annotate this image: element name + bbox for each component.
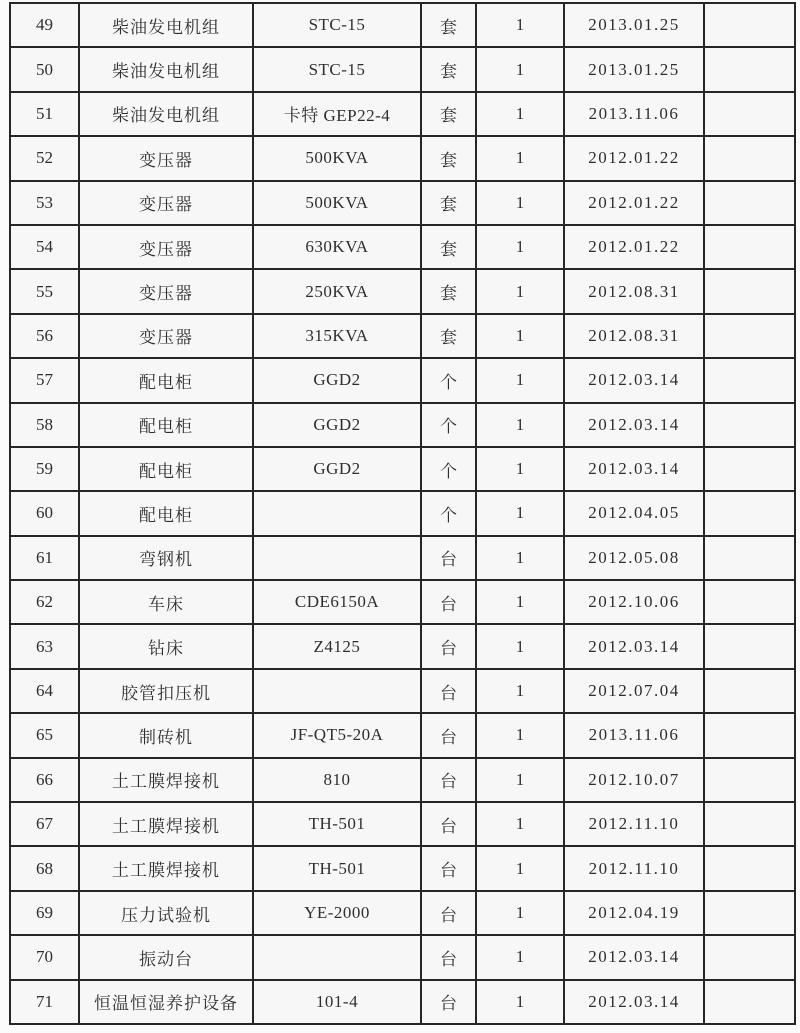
cell-quantity: 1 — [476, 713, 564, 757]
cell-number: 64 — [10, 669, 79, 713]
table-row — [10, 891, 795, 935]
cell-quantity: 1 — [476, 669, 564, 713]
cell-date: 2012.08.31 — [564, 269, 704, 313]
cell-name: 变压器 — [79, 314, 253, 358]
table-row — [10, 181, 795, 225]
cell-number: 71 — [10, 980, 79, 1024]
cell-number: 70 — [10, 935, 79, 979]
cell-model — [253, 935, 421, 979]
cell-quantity: 1 — [476, 403, 564, 447]
cell-date: 2012.07.04 — [564, 669, 704, 713]
cell-name: 配电柜 — [79, 447, 253, 491]
cell-number: 53 — [10, 181, 79, 225]
cell-model: 250KVA — [253, 269, 421, 313]
cell-model: Z4125 — [253, 624, 421, 668]
table-row — [10, 980, 795, 1024]
cell-model: 卡特 GEP22-4 — [253, 92, 421, 136]
cell-date: 2012.10.07 — [564, 758, 704, 802]
cell-number: 50 — [10, 47, 79, 91]
cell-quantity: 1 — [476, 980, 564, 1024]
cell-name: 柴油发电机组 — [79, 92, 253, 136]
cell-unit: 套 — [421, 181, 476, 225]
cell-name: 变压器 — [79, 136, 253, 180]
cell-number: 56 — [10, 314, 79, 358]
cell-model: TH-501 — [253, 846, 421, 890]
cell-quantity: 1 — [476, 935, 564, 979]
cell-date: 2012.10.06 — [564, 580, 704, 624]
cell-quantity: 1 — [476, 580, 564, 624]
cell-unit: 个 — [421, 403, 476, 447]
table-row — [10, 802, 795, 846]
cell-remark — [704, 403, 795, 447]
cell-model: STC-15 — [253, 47, 421, 91]
cell-quantity: 1 — [476, 846, 564, 890]
cell-unit: 套 — [421, 225, 476, 269]
table-row — [10, 314, 795, 358]
cell-model: TH-501 — [253, 802, 421, 846]
cell-date: 2012.03.14 — [564, 403, 704, 447]
cell-date: 2012.04.19 — [564, 891, 704, 935]
cell-number: 52 — [10, 136, 79, 180]
cell-remark — [704, 846, 795, 890]
cell-model — [253, 669, 421, 713]
cell-number: 68 — [10, 846, 79, 890]
cell-name: 变压器 — [79, 225, 253, 269]
cell-date: 2012.01.22 — [564, 136, 704, 180]
cell-remark — [704, 669, 795, 713]
cell-model: JF-QT5-20A — [253, 713, 421, 757]
cell-unit: 台 — [421, 669, 476, 713]
equipment-table — [9, 2, 796, 1025]
cell-name: 配电柜 — [79, 403, 253, 447]
cell-unit: 套 — [421, 136, 476, 180]
cell-number: 54 — [10, 225, 79, 269]
cell-quantity: 1 — [476, 314, 564, 358]
cell-name: 变压器 — [79, 181, 253, 225]
cell-model — [253, 536, 421, 580]
table-row — [10, 358, 795, 402]
cell-remark — [704, 92, 795, 136]
cell-remark — [704, 314, 795, 358]
cell-remark — [704, 447, 795, 491]
cell-number: 65 — [10, 713, 79, 757]
cell-number: 58 — [10, 403, 79, 447]
cell-quantity: 1 — [476, 491, 564, 535]
cell-quantity: 1 — [476, 624, 564, 668]
cell-unit: 台 — [421, 980, 476, 1024]
table-row — [10, 624, 795, 668]
cell-date: 2012.05.08 — [564, 536, 704, 580]
cell-unit: 台 — [421, 536, 476, 580]
cell-remark — [704, 136, 795, 180]
cell-number: 60 — [10, 491, 79, 535]
cell-remark — [704, 225, 795, 269]
cell-model: GGD2 — [253, 447, 421, 491]
cell-name: 振动台 — [79, 935, 253, 979]
cell-unit: 套 — [421, 269, 476, 313]
cell-quantity: 1 — [476, 447, 564, 491]
table-row — [10, 47, 795, 91]
cell-date: 2012.03.14 — [564, 358, 704, 402]
cell-remark — [704, 580, 795, 624]
cell-name: 制砖机 — [79, 713, 253, 757]
cell-number: 61 — [10, 536, 79, 580]
cell-number: 57 — [10, 358, 79, 402]
cell-quantity: 1 — [476, 92, 564, 136]
cell-name: 变压器 — [79, 269, 253, 313]
equipment-table-body — [10, 3, 795, 1024]
cell-number: 51 — [10, 92, 79, 136]
table-row — [10, 669, 795, 713]
cell-unit: 套 — [421, 314, 476, 358]
cell-name: 土工膜焊接机 — [79, 802, 253, 846]
table-row — [10, 225, 795, 269]
cell-remark — [704, 624, 795, 668]
table-row — [10, 447, 795, 491]
cell-number: 55 — [10, 269, 79, 313]
cell-remark — [704, 980, 795, 1024]
cell-date: 2012.03.14 — [564, 980, 704, 1024]
cell-model: 500KVA — [253, 136, 421, 180]
cell-quantity: 1 — [476, 3, 564, 47]
cell-model — [253, 491, 421, 535]
cell-date: 2012.08.31 — [564, 314, 704, 358]
cell-quantity: 1 — [476, 802, 564, 846]
cell-unit: 台 — [421, 713, 476, 757]
cell-model: CDE6150A — [253, 580, 421, 624]
cell-remark — [704, 758, 795, 802]
cell-date: 2012.04.05 — [564, 491, 704, 535]
cell-name: 弯钢机 — [79, 536, 253, 580]
cell-unit: 台 — [421, 758, 476, 802]
cell-remark — [704, 713, 795, 757]
cell-model: 630KVA — [253, 225, 421, 269]
cell-model: GGD2 — [253, 403, 421, 447]
cell-remark — [704, 935, 795, 979]
cell-model: 315KVA — [253, 314, 421, 358]
cell-unit: 个 — [421, 358, 476, 402]
table-row — [10, 846, 795, 890]
table-row — [10, 136, 795, 180]
cell-remark — [704, 358, 795, 402]
table-row — [10, 935, 795, 979]
cell-remark — [704, 802, 795, 846]
cell-name: 压力试验机 — [79, 891, 253, 935]
cell-name: 土工膜焊接机 — [79, 846, 253, 890]
cell-unit: 台 — [421, 891, 476, 935]
table-row — [10, 580, 795, 624]
cell-quantity: 1 — [476, 358, 564, 402]
cell-name: 车床 — [79, 580, 253, 624]
cell-date: 2012.01.22 — [564, 181, 704, 225]
cell-name: 恒温恒湿养护设备 — [79, 980, 253, 1024]
cell-name: 柴油发电机组 — [79, 47, 253, 91]
cell-date: 2012.03.14 — [564, 935, 704, 979]
cell-model: GGD2 — [253, 358, 421, 402]
cell-name: 土工膜焊接机 — [79, 758, 253, 802]
cell-date: 2013.11.06 — [564, 713, 704, 757]
cell-number: 67 — [10, 802, 79, 846]
table-row — [10, 403, 795, 447]
cell-quantity: 1 — [476, 136, 564, 180]
cell-date: 2012.03.14 — [564, 447, 704, 491]
cell-name: 配电柜 — [79, 491, 253, 535]
cell-model: STC-15 — [253, 3, 421, 47]
cell-model: 101-4 — [253, 980, 421, 1024]
cell-model: 810 — [253, 758, 421, 802]
cell-remark — [704, 47, 795, 91]
cell-number: 62 — [10, 580, 79, 624]
cell-date: 2012.11.10 — [564, 802, 704, 846]
cell-unit: 台 — [421, 580, 476, 624]
cell-quantity: 1 — [476, 536, 564, 580]
cell-date: 2013.01.25 — [564, 47, 704, 91]
cell-number: 49 — [10, 3, 79, 47]
cell-number: 66 — [10, 758, 79, 802]
cell-model: 500KVA — [253, 181, 421, 225]
cell-unit: 个 — [421, 491, 476, 535]
cell-date: 2012.01.22 — [564, 225, 704, 269]
cell-remark — [704, 491, 795, 535]
cell-unit: 台 — [421, 624, 476, 668]
cell-date: 2012.03.14 — [564, 624, 704, 668]
table-row — [10, 3, 795, 47]
cell-date: 2013.11.06 — [564, 92, 704, 136]
cell-quantity: 1 — [476, 891, 564, 935]
cell-quantity: 1 — [476, 47, 564, 91]
cell-quantity: 1 — [476, 269, 564, 313]
table-row — [10, 92, 795, 136]
cell-unit: 台 — [421, 846, 476, 890]
cell-quantity: 1 — [476, 181, 564, 225]
table-row — [10, 713, 795, 757]
cell-model: YE-2000 — [253, 891, 421, 935]
cell-number: 59 — [10, 447, 79, 491]
cell-unit: 台 — [421, 935, 476, 979]
cell-remark — [704, 269, 795, 313]
cell-number: 63 — [10, 624, 79, 668]
table-row — [10, 269, 795, 313]
cell-remark — [704, 3, 795, 47]
cell-remark — [704, 891, 795, 935]
table-row — [10, 758, 795, 802]
cell-date: 2012.11.10 — [564, 846, 704, 890]
cell-number: 69 — [10, 891, 79, 935]
cell-unit: 个 — [421, 447, 476, 491]
cell-quantity: 1 — [476, 225, 564, 269]
cell-name: 配电柜 — [79, 358, 253, 402]
cell-name: 柴油发电机组 — [79, 3, 253, 47]
cell-unit: 套 — [421, 92, 476, 136]
cell-unit: 套 — [421, 47, 476, 91]
cell-remark — [704, 536, 795, 580]
cell-name: 胶管扣压机 — [79, 669, 253, 713]
table-row — [10, 491, 795, 535]
cell-unit: 套 — [421, 3, 476, 47]
cell-name: 钻床 — [79, 624, 253, 668]
cell-quantity: 1 — [476, 758, 564, 802]
cell-date: 2013.01.25 — [564, 3, 704, 47]
cell-remark — [704, 181, 795, 225]
cell-unit: 台 — [421, 802, 476, 846]
table-row — [10, 536, 795, 580]
